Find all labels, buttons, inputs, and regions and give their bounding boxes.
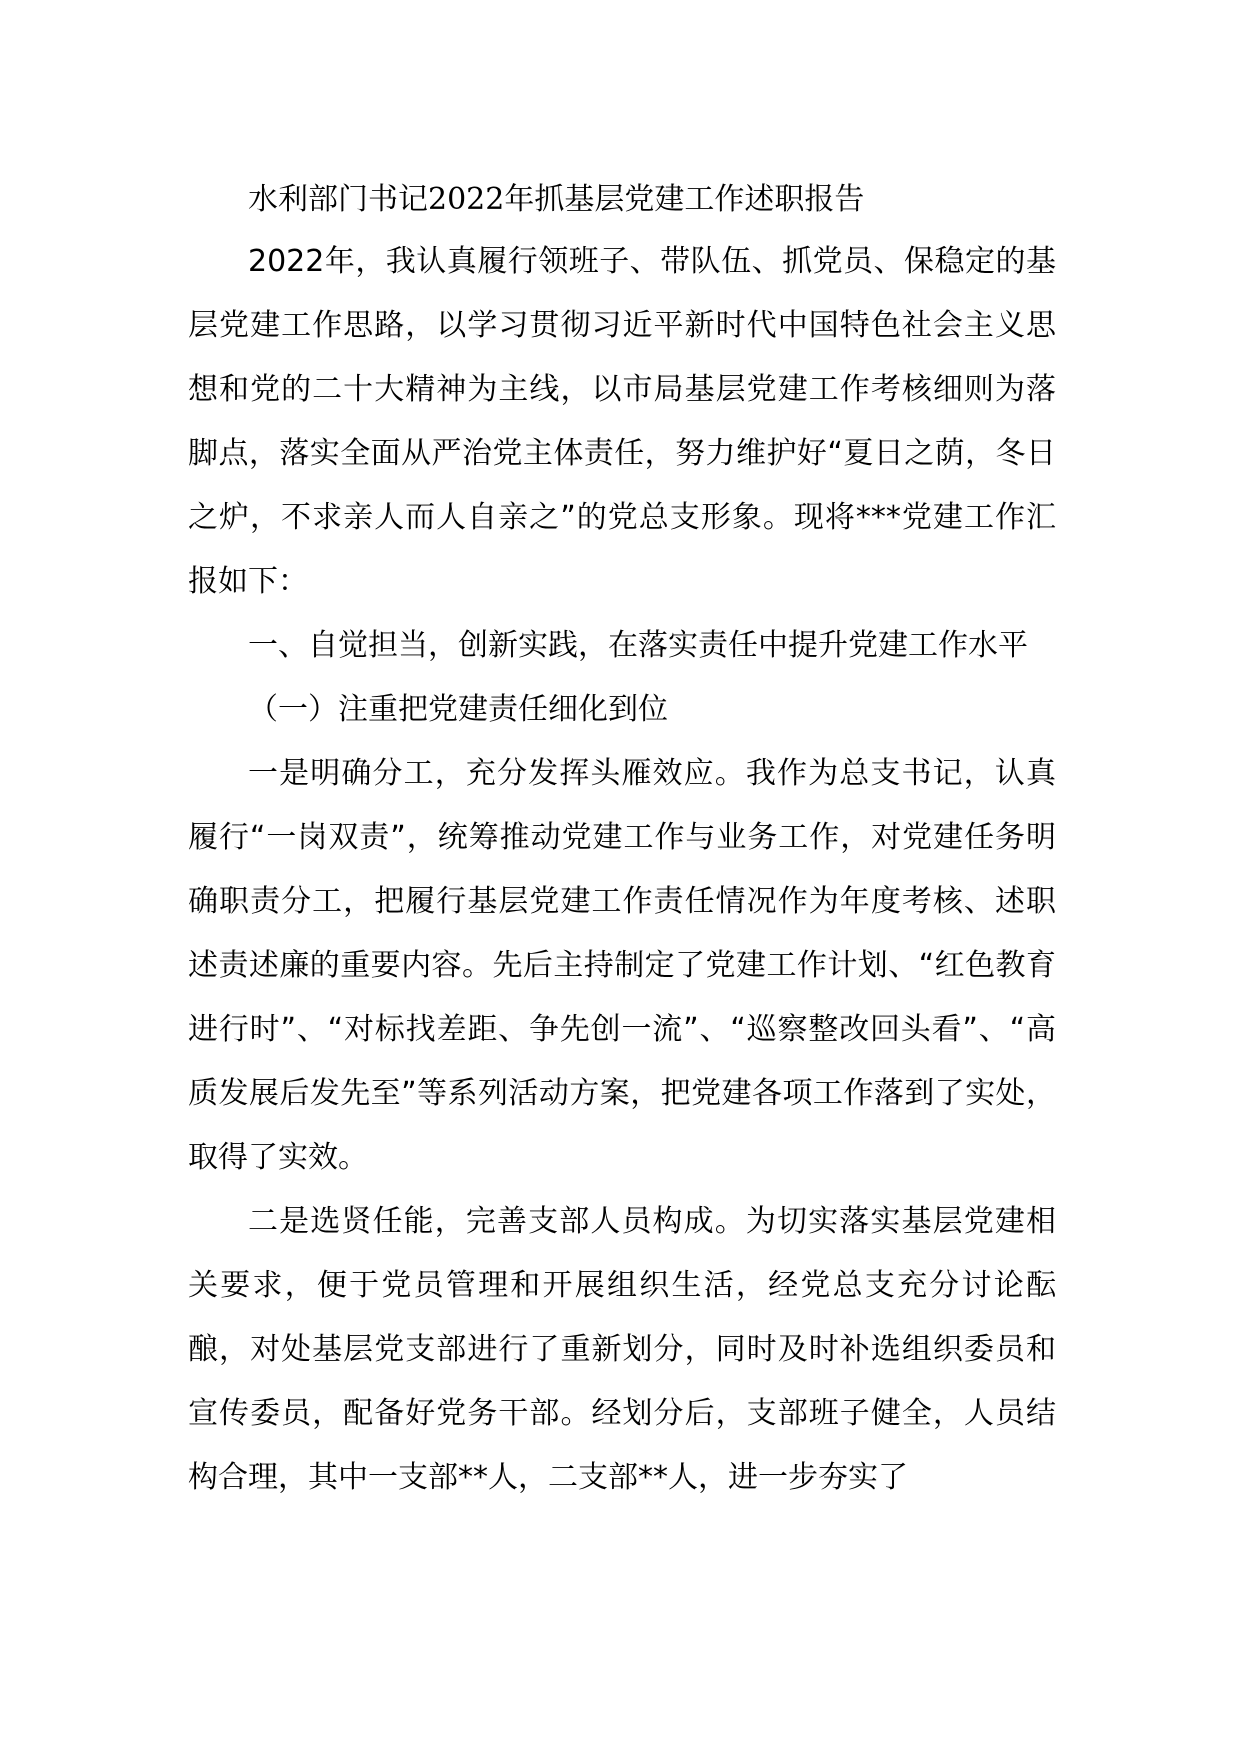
paragraph-division-of-labor: 一是明确分工，充分发挥头雁效应。我作为总支书记，认真履行“一岗双责”，统筹推动党建工作与业务工作，对党建任务明确职责分工，把履行基层党建工作责任情况作为年度考核、述职述责述廉的重要内容。先后主持制定了党建工作计划、“红色教育进行时”、“对标找差距、争先创一流”、“巡察整改回头看”、“高质发展后发先至”等系列活动方案，把党建各项工作落到了实处，取得了实效。 [188, 756, 1056, 1175]
section-heading-1: 一、自觉担当，创新实践，在落实责任中提升党建工作水平 [248, 628, 1028, 663]
paragraph-intro: 2022年，我认真履行领班子、带队伍、抓党员、保稳定的基层党建工作思路，以学习贯彻习近平新时代中国特色社会主义思想和党的二十大精神为主线，以市局基层党建工作考核细则为落脚点，落实全面从严治党主体责任，努力维护好“夏日之荫，冬日之炉，不求亲人而人自亲之”的党总支形象。现将***党建工作汇报如下： [188, 244, 1056, 599]
subsection-heading-1: （一）注重把党建责任细化到位 [248, 692, 668, 727]
paragraph-personnel-selection: 二是选贤任能，完善支部人员构成。为切实落实基层党建相关要求，便于党员管理和开展组织生活，经党总支充分讨论酝酿，对处基层党支部进行了重新划分，同时及时补选组织委员和宣传委员，配备好党务干部。经划分后，支部班子健全，人员结构合理，其中一支部**人，二支部**人，进一步夯实了 [188, 1204, 1056, 1495]
document-title: 水利部门书记2022年抓基层党建工作述职报告 [248, 182, 865, 217]
document-body [188, 170, 1056, 1510]
